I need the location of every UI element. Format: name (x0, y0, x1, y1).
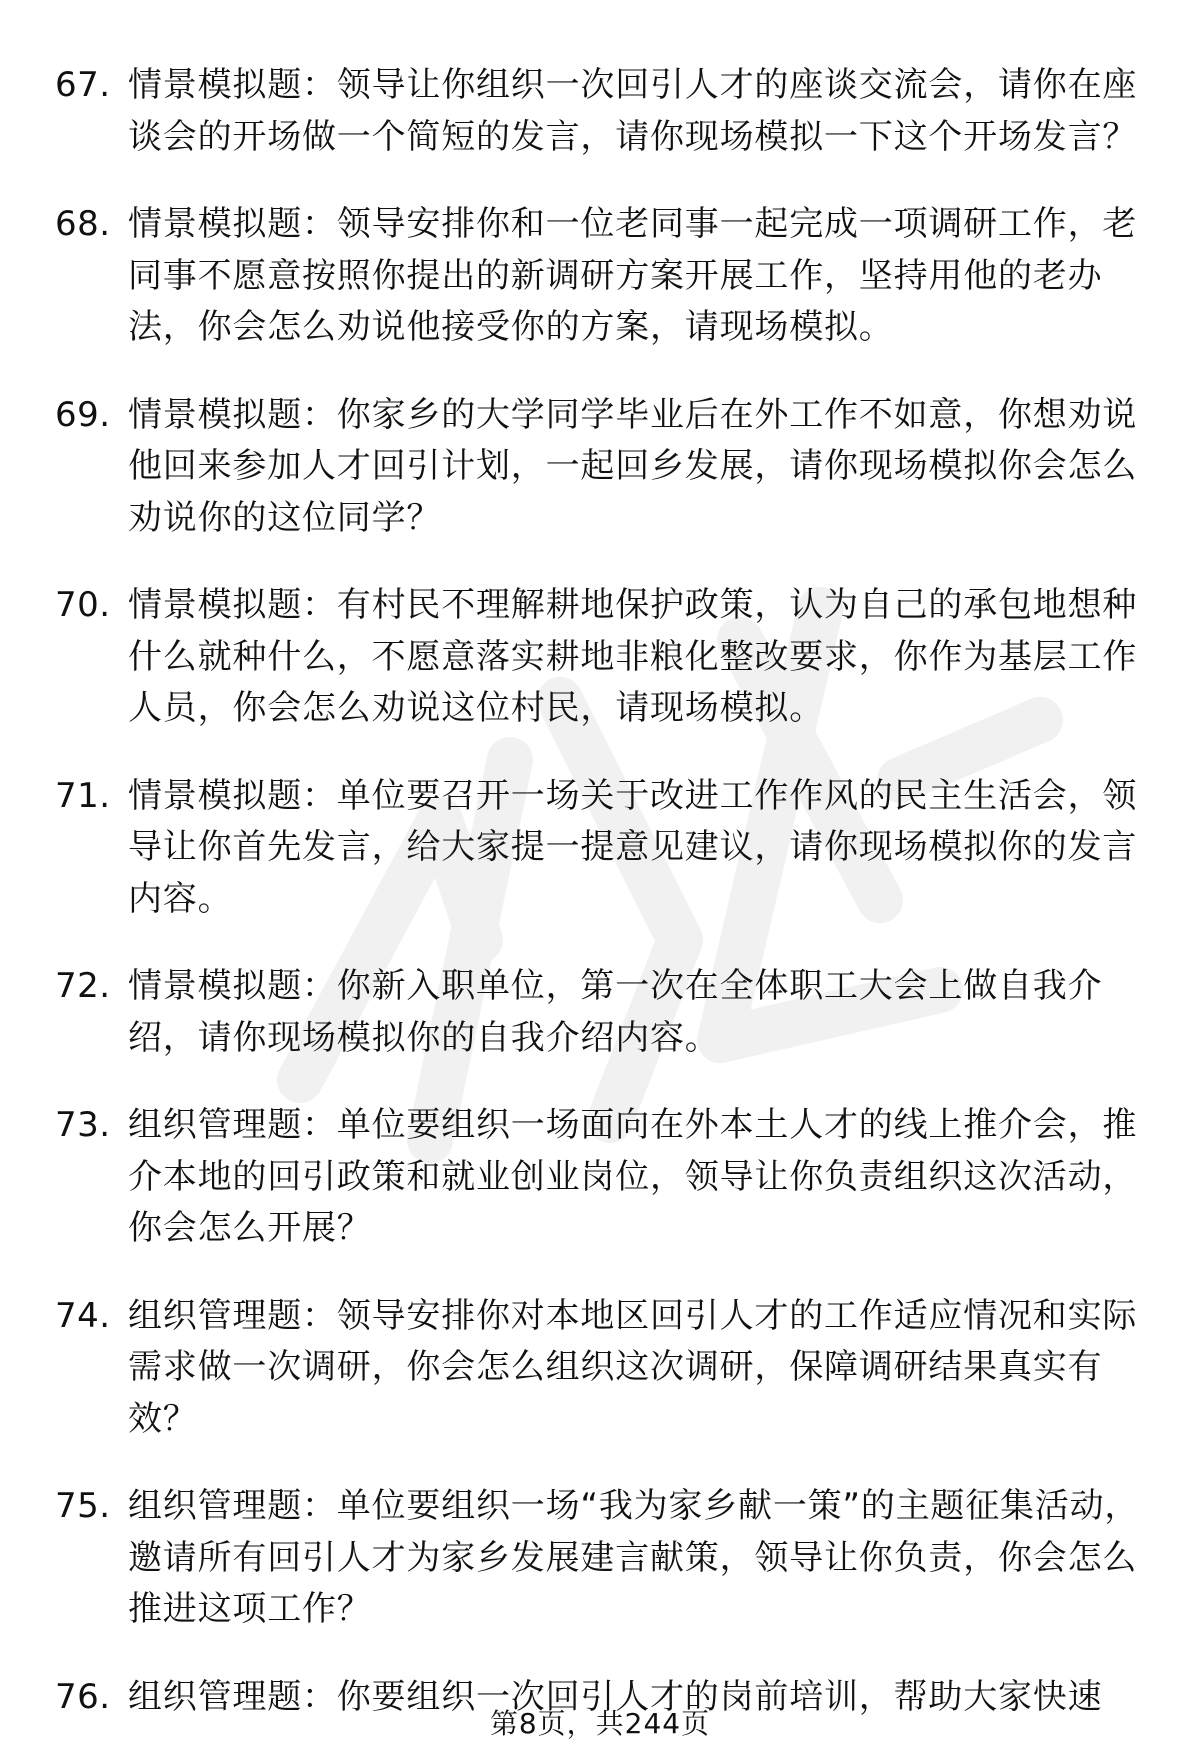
question-item-67 (0, 60, 1200, 163)
question-number: 73. (55, 1105, 111, 1145)
question-item-69 (0, 390, 1200, 545)
question-text: 组织管理题：单位要组织一场面向在外本土人才的线上推介会，推介本地的回引政策和就业创业岗位，领导让你负责组织这次活动，你会怎么开展？ (128, 1105, 1138, 1248)
question-item-71 (0, 771, 1200, 926)
question-number: 69. (55, 394, 111, 435)
question-item-73 (0, 1100, 1200, 1255)
question-number: 76. (55, 1676, 111, 1717)
question-text: 组织管理题：你要组织一次回引人才的岗前培训，帮助大家快速 (128, 1676, 1103, 1717)
page-footer (0, 1704, 1200, 1744)
question-item-68 (0, 199, 1200, 354)
question-text: 组织管理题：单位要组织一场“我为家乡献一策”的主题征集活动，邀请所有回引人才为家乡发展建言献策，领导让你负责，你会怎么推进这项工作？ (128, 1486, 1140, 1629)
question-text: 情景模拟题：你新入职单位，第一次在全体职工大会上做自我介绍，请你现场模拟你的自我介绍内容。 (128, 966, 1103, 1058)
question-list (0, 60, 1200, 1759)
question-number: 70. (55, 585, 111, 625)
question-item-72 (0, 961, 1200, 1064)
question-text: 情景模拟题：领导让你组织一次回引人才的座谈交流会，请你在座谈会的开场做一个简短的发言，请你现场模拟一下这个开场发言？ (128, 65, 1138, 157)
question-number: 67. (55, 65, 111, 105)
question-text: 情景模拟题：有村民不理解耕地保护政策，认为自己的承包地想种什么就种什么，不愿意落实耕地非粮化整改要求，你作为基层工作人员，你会怎么劝说这位村民，请现场模拟。 (128, 585, 1138, 728)
question-text: 情景模拟题：你家乡的大学同学毕业后在外工作不如意，你想劝说他回来参加人才回引计划，一起回乡发展，请你现场模拟你会怎么劝说你的这位同学？ (128, 394, 1138, 538)
question-item-70 (0, 580, 1200, 735)
question-text: 情景模拟题：单位要召开一场关于改进工作作风的民主生活会，领导让你首先发言，给大家提一提意见建议，请你现场模拟你的发言内容。 (128, 775, 1138, 919)
question-item-74 (0, 1291, 1200, 1446)
question-text: 情景模拟题：领导安排你和一位老同事一起完成一项调研工作，老同事不愿意按照你提出的新调研方案开展工作，坚持用他的老办法，你会怎么劝说他接受你的方案，请现场模拟。 (128, 204, 1138, 347)
question-item-75 (0, 1481, 1200, 1636)
question-text: 组织管理题：领导安排你对本地区回引人才的工作适应情况和实际需求做一次调研，你会怎么组织这次调研，保障调研结果真实有效？ (128, 1295, 1138, 1439)
question-number: 74. (55, 1295, 111, 1336)
question-number: 72. (55, 966, 111, 1006)
page-number-label: 第8页，共244页 (489, 1707, 711, 1740)
question-number: 75. (55, 1486, 111, 1526)
question-number: 68. (55, 204, 111, 244)
question-number: 71. (55, 775, 111, 816)
